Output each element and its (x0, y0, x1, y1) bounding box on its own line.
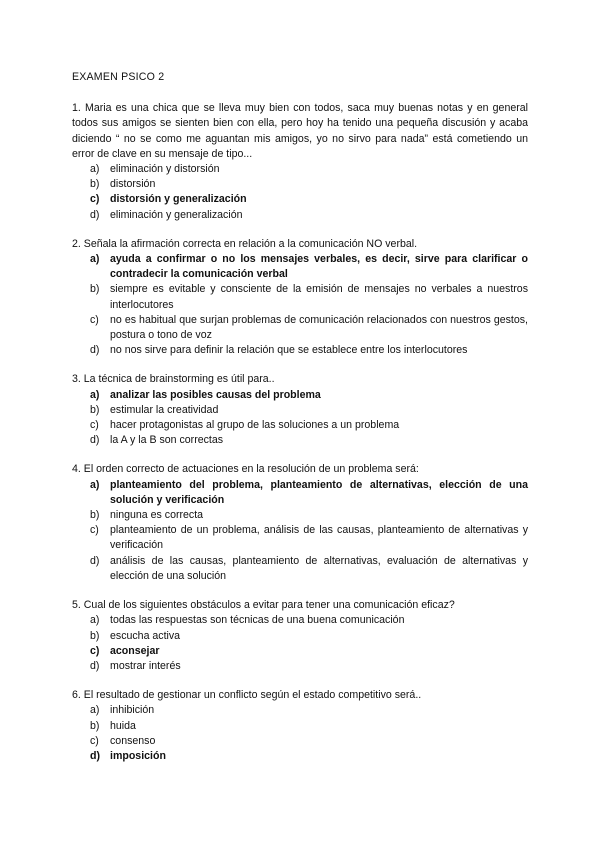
answer-option (90, 554, 528, 584)
option-list (72, 388, 528, 449)
option-text: no nos sirve para definir la relación que se establece entre los interlocutores (110, 344, 468, 357)
question-2 (72, 237, 528, 359)
option-list (72, 703, 528, 764)
option-letter: b) (90, 629, 100, 642)
option-letter: a) (90, 163, 100, 176)
option-letter: b) (90, 403, 100, 416)
answer-option (90, 613, 528, 628)
option-text: distorsión (110, 178, 156, 191)
answer-option-correct (90, 478, 528, 508)
option-letter: c) (90, 419, 99, 432)
option-letter: d) (90, 659, 100, 672)
question-stem: 3. La técnica de brainstorming es útil para.. (72, 373, 275, 386)
answer-option (90, 282, 528, 312)
option-letter: a) (90, 253, 100, 266)
option-text: aconsejar (110, 644, 160, 657)
answer-option (90, 208, 528, 223)
answer-option-correct (90, 749, 528, 764)
option-text: estimular la creatividad (110, 403, 219, 416)
option-text: escucha activa (110, 629, 181, 642)
option-letter: d) (90, 554, 100, 567)
answer-option (90, 433, 528, 448)
option-letter: a) (90, 704, 100, 717)
option-text: imposición (110, 749, 166, 762)
answer-option (90, 403, 528, 418)
document-title: EXAMEN PSICO 2 (72, 71, 165, 83)
option-text: distorsión y generalización (110, 193, 247, 206)
question-stem: 4. El orden correcto de actuaciones en la resolución de un problema será: (72, 463, 419, 476)
answer-option (90, 343, 528, 358)
question-3 (72, 372, 528, 448)
option-text: ayuda a confirmar o no los mensajes verbales, es decir, sirve para clarificar o contradecir la comunicación verbal (110, 253, 528, 281)
answer-option (90, 734, 528, 749)
option-letter: a) (90, 614, 100, 627)
option-letter: c) (90, 734, 99, 747)
option-letter: d) (90, 434, 100, 447)
option-text: inhibición (110, 704, 155, 717)
option-list (72, 162, 528, 223)
option-text: planteamiento del problema, planteamiento de alternativas, elección de una solución y verificación (110, 478, 528, 506)
option-text: todas las respuestas son técnicas de una buena comunicación (110, 614, 405, 627)
answer-option (90, 629, 528, 644)
option-letter: d) (90, 749, 100, 762)
option-text: mostrar interés (110, 659, 181, 672)
question-6 (72, 688, 528, 764)
option-list (72, 613, 528, 674)
answer-option (90, 659, 528, 674)
option-letter: d) (90, 344, 100, 357)
answer-option (90, 719, 528, 734)
option-letter: c) (90, 313, 99, 326)
option-text: planteamiento de un problema, análisis de las causas, planteamiento de alternativas y verificación (110, 524, 528, 552)
question-5 (72, 598, 528, 674)
option-letter: c) (90, 524, 99, 537)
answer-option-correct (90, 192, 528, 207)
option-text: no es habitual que surjan problemas de comunicación relacionados con nuestros gestos, postura o tono de voz (110, 313, 528, 342)
option-list (72, 478, 528, 584)
question-list (72, 101, 528, 764)
option-letter: a) (90, 478, 100, 491)
option-text: la A y la B son correctas (110, 434, 224, 447)
answer-option (90, 177, 528, 192)
option-letter: c) (90, 644, 100, 657)
option-text: eliminación y generalización (110, 208, 243, 221)
option-letter: c) (90, 193, 100, 206)
option-letter: b) (90, 509, 100, 522)
answer-option-correct (90, 388, 528, 403)
answer-option (90, 703, 528, 718)
question-stem: 1. Maria es una chica que se lleva muy bien con todos, saca muy buenas notas y en general todos sus amigos se sienten bien con ella, pero hoy ha tenido una pequeña discusión y acaba diciendo “ no se como me aguantan mis amigos, yo no sirvo para nada” está cometiendo un error de clave en su mensaje de tipo... (72, 102, 528, 160)
option-text: ninguna es correcta (110, 509, 204, 522)
answer-option (90, 162, 528, 177)
answer-option (90, 418, 528, 433)
option-letter: b) (90, 178, 100, 191)
answer-option-correct (90, 644, 528, 659)
question-4 (72, 462, 528, 584)
option-letter: d) (90, 208, 100, 221)
answer-option (90, 508, 528, 523)
answer-option-correct (90, 252, 528, 282)
answer-option (90, 523, 528, 553)
document-page (72, 70, 528, 778)
option-text: análisis de las causas, planteamiento de alternativas, evaluación de alternativas y elección de una solución (110, 554, 528, 582)
answer-option (90, 313, 528, 343)
option-letter: b) (90, 283, 100, 296)
option-text: siempre es evitable y consciente de la emisión de mensajes no verbales a nuestros interlocutores (110, 283, 528, 311)
option-text: eliminación y distorsión (110, 163, 220, 176)
option-text: huida (110, 719, 136, 732)
option-letter: a) (90, 388, 100, 401)
question-stem: 6. El resultado de gestionar un conflicto según el estado competitivo será.. (72, 689, 422, 702)
option-text: analizar las posibles causas del problema (110, 388, 321, 401)
option-text: consenso (110, 734, 156, 747)
question-1 (72, 101, 528, 223)
option-list (72, 252, 528, 358)
option-text: hacer protagonistas al grupo de las soluciones a un problema (110, 419, 400, 432)
option-letter: b) (90, 719, 100, 732)
question-stem: 2. Señala la afirmación correcta en relación a la comunicación NO verbal. (72, 237, 418, 250)
question-stem: 5. Cual de los siguientes obstáculos a evitar para tener una comunicación eficaz? (72, 599, 455, 612)
